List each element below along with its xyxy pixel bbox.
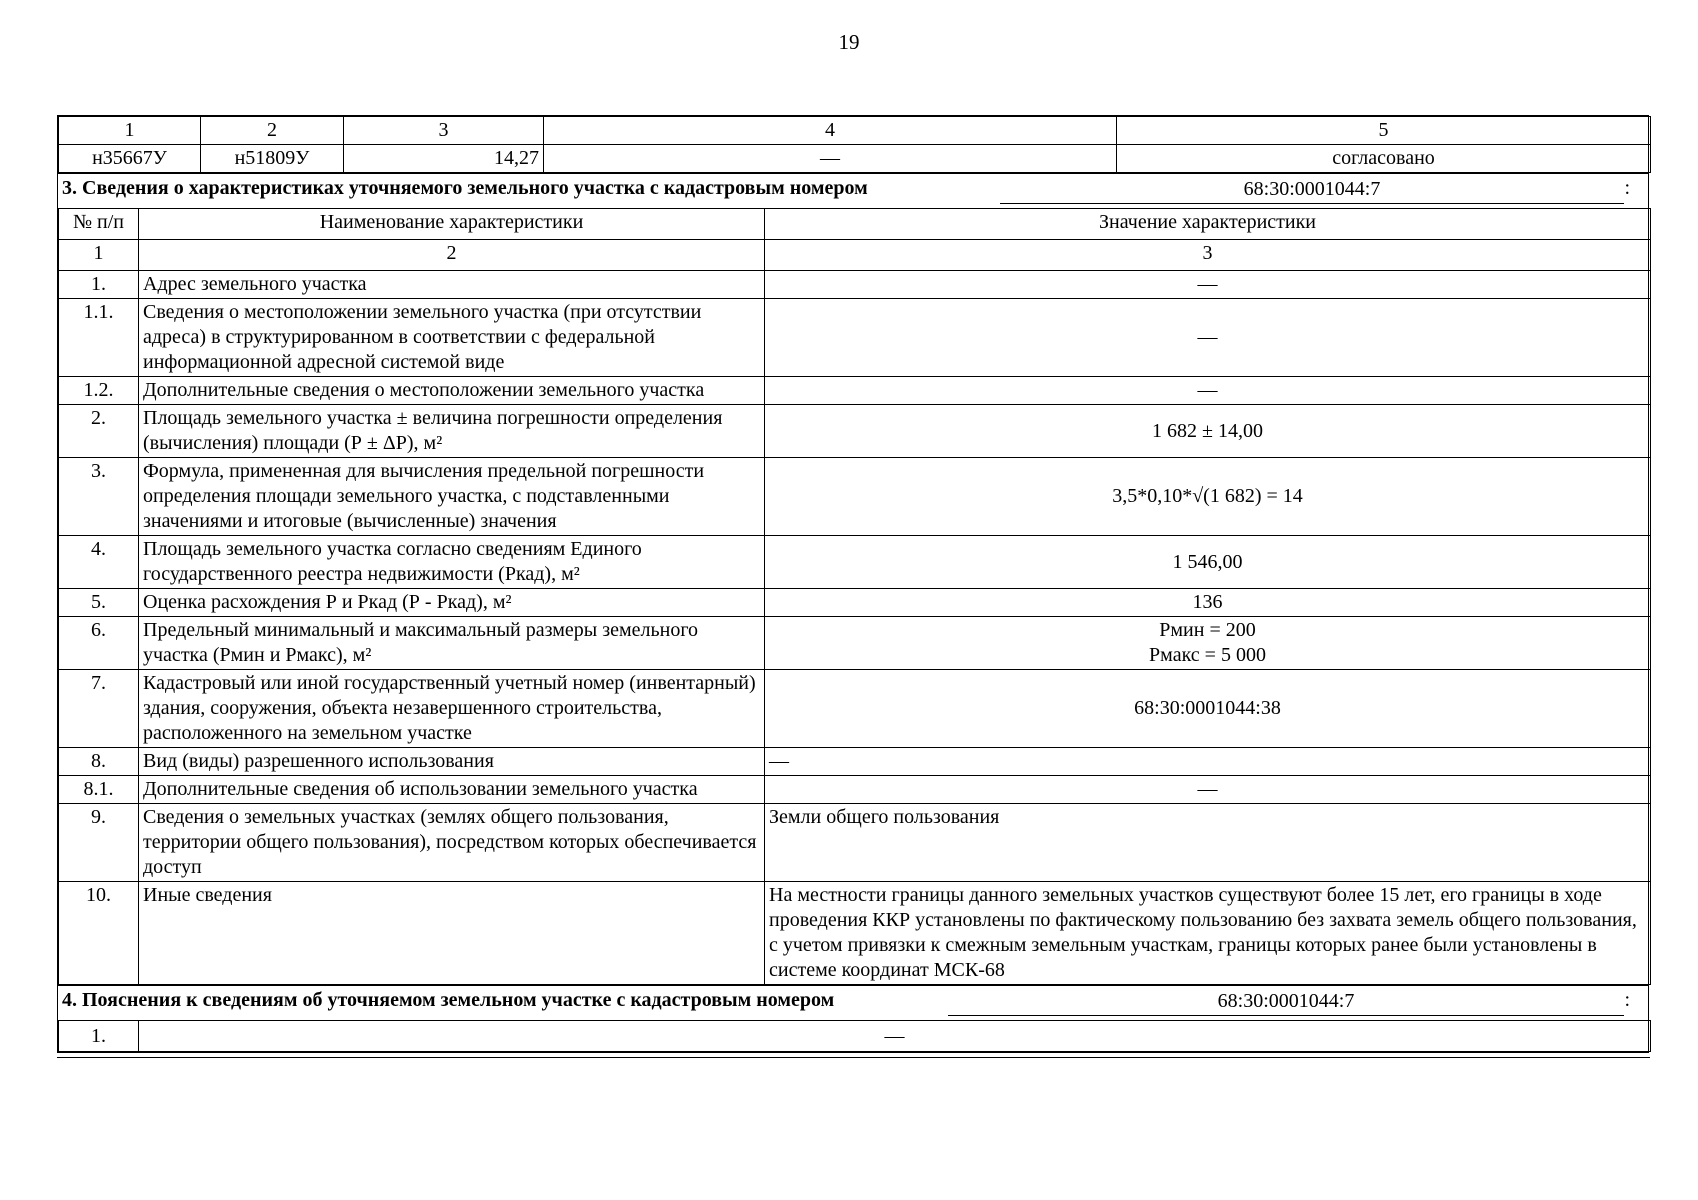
section-4-colon: : [1624,989,1630,1011]
column-numbers [59,240,1651,271]
header-cell: 4 [544,117,1117,145]
row-number: 1. [59,1021,139,1052]
point-from: н35667У [59,145,201,173]
section-4-cadastral-number: 68:30:0001044:7 [948,989,1624,1016]
row-number: 8.1. [59,776,139,804]
table-row [59,748,1651,776]
row-number: 9. [59,804,139,882]
section-3-colon: : [1624,177,1630,199]
boundary-table-header [59,117,1651,145]
max-size-value: Рмакс = 5 000 [1149,644,1266,666]
header-cell: Значение характеристики [765,209,1651,240]
row-number: 1. [59,271,139,299]
characteristic-name: Площадь земельного участка ± величина погрешности определения (вычисления) площади (Р ± ΔР), м² [139,405,765,458]
point-to: н51809У [201,145,344,173]
section-4-heading [58,985,1648,1020]
row-number: 2. [59,405,139,458]
section-3-title: 3. Сведения о характеристиках уточняемого земельного участка с кадастровым номером [62,177,868,199]
characteristic-value: На местности границы данного земельных участков существуют более 15 лет, его границы в ходе проведения ККР установлены по фактическому пользованию без захвата земель общего пользования, с учетом привязки к смежным земельным участкам, границы которых ранее были установлены в системе координат МСК-68 [765,882,1651,985]
table-row [59,271,1651,299]
table-row [59,377,1651,405]
row-number: 10. [59,882,139,985]
characteristic-value: Земли общего пользования [765,804,1651,882]
section-4-title: 4. Пояснения к сведениям об уточняемом земельном участке с кадастровым номером [62,989,835,1011]
status-value: согласовано [1117,145,1651,173]
characteristic-name: Сведения о местоположении земельного участка (при отсутствии адреса) в структурированном в соответствии с федеральной информационной адресной системой виде [139,299,765,377]
table-row [59,299,1651,377]
characteristic-name: Площадь земельного участка согласно сведениям Единого государственного реестра недвижимости (Ркад), м² [139,536,765,589]
characteristic-name: Кадастровый или иной государственный учетный номер (инвентарный) здания, сооружения, объекта незавершенного строительства, расположенного на земельном участке [139,670,765,748]
boundary-table [58,116,1651,173]
characteristic-name: Дополнительные сведения об использовании земельного участка [139,776,765,804]
row-number: 3. [59,458,139,536]
header-cell: 1 [59,117,201,145]
characteristic-value: 3,5*0,10*√(1 682) = 14 [765,458,1651,536]
explanation-value: — [139,1021,1651,1052]
row-number: 8. [59,748,139,776]
table-row [59,536,1651,589]
characteristic-value: — [765,271,1651,299]
table-row [59,145,1651,173]
header-cell: 2 [201,117,344,145]
section-3-heading [58,173,1648,208]
characteristic-name: Дополнительные сведения о местоположении земельного участка [139,377,765,405]
characteristic-value: — [765,377,1651,405]
characteristic-value: — [765,299,1651,377]
table-row [59,776,1651,804]
characteristic-value: — [765,776,1651,804]
header-cell: Наименование характеристики [139,209,765,240]
characteristic-name: Оценка расхождения Р и Ркад (Р - Ркад), м² [139,589,765,617]
characteristics-table [58,208,1651,985]
characteristic-value: — [765,748,1651,776]
table-row [59,405,1651,458]
table-row [59,670,1651,748]
header-cell: 1 [59,240,139,271]
row-number: 4. [59,536,139,589]
characteristic-name: Адрес земельного участка [139,271,765,299]
table-row [59,882,1651,985]
table-row [59,617,1651,670]
length-value: 14,27 [344,145,544,173]
description-value: — [544,145,1117,173]
header-cell: 3 [765,240,1651,271]
header-cell: 3 [344,117,544,145]
row-number: 5. [59,589,139,617]
characteristic-value [765,617,1651,670]
characteristic-name: Сведения о земельных участках (землях общего пользования, территории общего пользования), посредством которых обеспечивается доступ [139,804,765,882]
row-number: 7. [59,670,139,748]
characteristic-name: Формула, примененная для вычисления предельной погрешности определения площади земельного участка, с подставленными значениями и итоговые (вычисленные) значения [139,458,765,536]
table-row [59,589,1651,617]
header-cell: № п/п [59,209,139,240]
header-cell: 2 [139,240,765,271]
row-number: 1.1. [59,299,139,377]
characteristic-value: 1 546,00 [765,536,1651,589]
characteristic-value: 68:30:0001044:38 [765,670,1651,748]
min-size-value: Рмин = 200 [1159,619,1256,641]
characteristic-value: 136 [765,589,1651,617]
table-row [59,458,1651,536]
characteristics-header [59,209,1651,240]
characteristic-name: Иные сведения [139,882,765,985]
explanations-table [58,1020,1651,1052]
table-row [59,804,1651,882]
characteristic-name: Вид (виды) разрешенного использования [139,748,765,776]
characteristic-value: 1 682 ± 14,00 [765,405,1651,458]
characteristic-name: Предельный минимальный и максимальный размеры земельного участка (Рмин и Рмакс), м² [139,617,765,670]
row-number: 1.2. [59,377,139,405]
page-number: 19 [838,30,860,54]
table-row [59,1021,1651,1052]
document-form [57,115,1649,1053]
section-3-cadastral-number: 68:30:0001044:7 [1000,177,1624,204]
row-number: 6. [59,617,139,670]
header-cell: 5 [1117,117,1651,145]
